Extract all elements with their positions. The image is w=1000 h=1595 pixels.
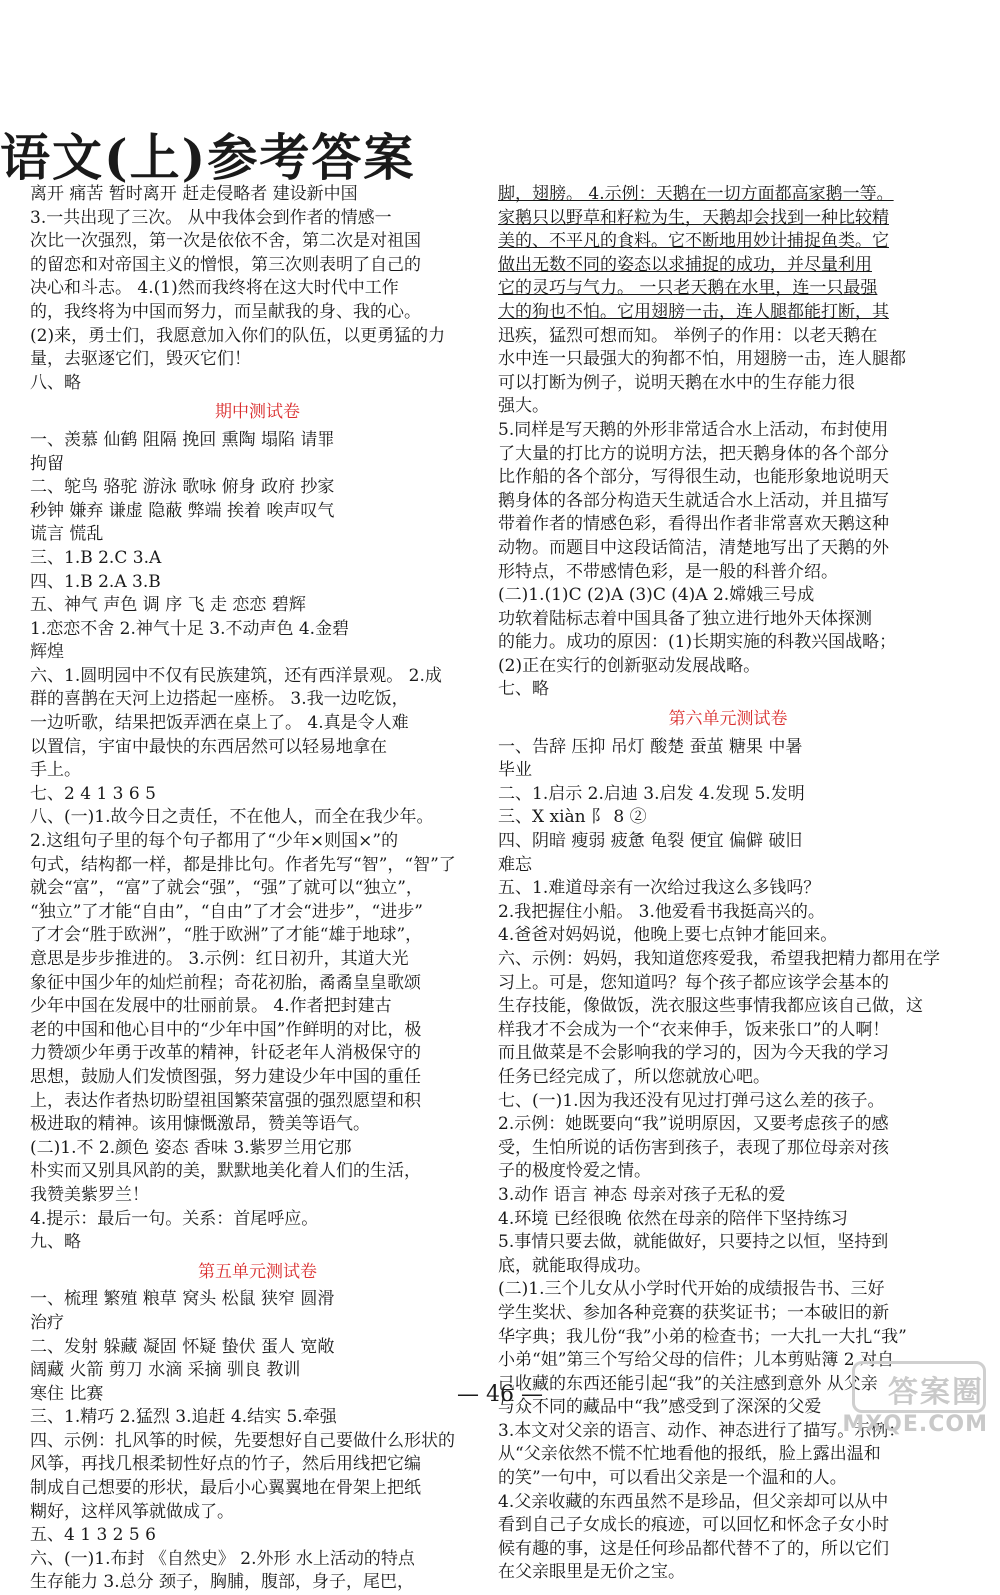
answer-line: 子的极度怜爱之情。 [498, 1161, 651, 1182]
answer-line: 意思是步步推进的。 3.示例：红日初升，其道大光 [30, 949, 409, 969]
answer-line: 生存技能，像做饭，洗衣服这些事情我都应该自己做，这 [498, 996, 923, 1017]
answer-line: 了大量的打比方的说明方法，把天鹅身体的各个部分 [498, 443, 889, 464]
answer-line: (二)1.三个儿女从小学时代开始的成绩报告书、三好 [498, 1279, 885, 1300]
section-heading: 第五单元测试卷 [198, 1261, 317, 1282]
answer-line: (2)正在实行的创新驱动发展战略。 [498, 655, 761, 676]
answer-line: 力赞颂少年勇于改革的精神，针砭老年人消极保守的 [30, 1043, 421, 1064]
answer-line: 鹅身体的各部分构造天生就适合水上活动，并且描写 [498, 490, 889, 511]
answer-line: 少年中国在发展中的壮丽前景。 4.作者把封建古 [30, 996, 392, 1017]
answer-line: 它的灵巧与气力。 一只老天鹅在水里，连一只最强 [498, 278, 878, 299]
answer-line: 2.我把握住小船。 3.他爱看书我挺高兴的。 [498, 901, 825, 922]
answer-line: 七、(一)1.因为我还没有见过打弹弓这么差的孩子。 [498, 1090, 885, 1111]
answer-line: 极进取的精神。该用慷慨激昂，赞美等语气。 [30, 1114, 370, 1135]
answer-line: 治疗 [30, 1312, 64, 1333]
answer-line: 二、1.启示 2.启迪 3.启发 4.发现 5.发明 [498, 783, 805, 804]
answer-line: 思想，鼓励人们发愤图强，努力建设少年中国的重任 [30, 1066, 421, 1087]
answer-line: 小弟“姐”第三个写给父母的信件；儿本剪贴簿 2.对自 [498, 1350, 895, 1371]
answer-line: 底，就能取得成功。 [498, 1255, 651, 1276]
answer-line: 4.环境 已经很晚 依然在母亲的陪伴下坚持练习 [498, 1208, 849, 1229]
answer-line: 朴实而又别具风韵的美，默默地美化着人们的生活， [30, 1161, 421, 1182]
answer-line: 九、略 [30, 1232, 81, 1253]
answer-line: 六、示例：妈妈，我知道您疼爱我，希望我把精力都用在学 [498, 949, 940, 969]
answer-line: 难忘 [498, 854, 532, 875]
answer-line: 在父亲眼里是无价之宝。 [498, 1562, 685, 1583]
answer-line: 上，表达作者热切盼望祖国繁荣富强的强烈愿望和积 [30, 1090, 421, 1111]
answer-line: 一边听歌，结果把饭弄洒在桌上了。 4.真是令人难 [30, 713, 409, 734]
answer-line: 拘留 [30, 453, 64, 474]
answer-line: 3.本文对父亲的语言、动作、神态进行了描写。示例： [498, 1420, 906, 1441]
answer-line: 比作船的各个部分，写得很生动，也能形象地说明天 [498, 467, 889, 488]
answer-line: 寒住 比赛 [30, 1383, 104, 1404]
answer-line: (二)1.不 2.颜色 姿态 香味 3.紫罗兰用它那 [30, 1137, 352, 1158]
answer-line: 4.提示：最后一句。关系：首尾呼应。 [30, 1208, 319, 1229]
answer-line: 的笑”一句中，可以看出父亲是一个温和的人。 [498, 1468, 847, 1489]
answer-line: 的能力。成功的原因：(1)长期实施的科教兴国战略； [498, 632, 897, 653]
answer-line: 受，生怕所说的话伤害到孩子，表现了那位母亲对孩 [498, 1137, 889, 1158]
answer-line: (二)1.(1)C (2)A (3)C (4)A 2.嫦娥三号成 [498, 585, 815, 606]
answer-line: 己收藏的东西还能引起“我”的关注感到意外 从父亲 [498, 1373, 878, 1394]
answer-line: 次比一次强烈，第一次是依依不舍，第二次是对祖国 [30, 231, 421, 252]
answer-line: 二、鸵鸟 骆驼 游泳 歌咏 俯身 政府 抄家 [30, 477, 335, 498]
answer-line: 制成自己想要的形状，最后小心翼翼地在骨架上把纸 [30, 1478, 421, 1499]
answer-line: (2)来，勇士们，我愿意加入你们的队伍，以更勇猛的力 [30, 325, 446, 346]
answer-line: 家鹅只以野草和籽粒为生，天鹅却会找到一种比较精 [498, 207, 889, 228]
answer-line: 五、1.难道母亲有一次给过我这么多钱吗？ [498, 878, 821, 899]
answer-line: 3.动作 语言 神态 母亲对孩子无私的爱 [498, 1184, 786, 1205]
answer-line: 了才会“胜于欧洲”，“胜于欧洲”了才能“雄于地球”， [30, 925, 423, 946]
answer-line: 四、1.B 2.A 3.B [30, 571, 161, 592]
answer-line: 七、2 4 1 3 6 5 [30, 783, 156, 804]
answer-line: 做出无数不同的姿态以求捕捉的成功，并尽量利用 [498, 254, 872, 275]
answer-line: 量，去驱逐它们，毁灭它们！ [30, 349, 251, 370]
answer-line: 3.一共出现了三次。 从中我体会到作者的情感一 [30, 207, 392, 228]
answer-line: 功软着陆标志着中国具备了独立进行地外天体探测 [498, 608, 872, 629]
answer-line: 毕业 [498, 760, 532, 781]
answer-line: 学生奖状、参加各种竞赛的获奖证书；一本破旧的新 [498, 1302, 889, 1323]
answer-line: 风筝，再找几根柔韧性好点的竹子，然后用线把它编 [30, 1454, 421, 1475]
answer-line: 大的狗也不怕。它用翅膀一击，连人腿都能打断，其 [498, 301, 889, 322]
answer-line: 候有趣的事，这是任何珍品都代替不了的，所以它们 [498, 1538, 889, 1559]
watermark-logo-text: 答案圈 [888, 1375, 984, 1410]
answer-line: 群的喜鹊在天河上边搭起一座桥。 3.我一边吃饭， [30, 689, 409, 710]
answer-line: 一、告辞 压抑 吊灯 酸楚 蚕茧 糖果 中暑 [498, 736, 803, 757]
answer-line: 样我才不会成为一个“衣来伸手，饭来张口”的人啊！ [498, 1019, 890, 1040]
watermark-url: MXQE.COM [842, 1412, 988, 1437]
answer-line: 4.爸爸对妈妈说，他晚上要七点钟才能回来。 [498, 925, 838, 946]
answer-line: 可以打断为例子，说明天鹅在水中的生存能力很 [498, 372, 855, 393]
answer-line: 5.同样是写天鹅的外形非常适合水上活动，布封使用 [498, 419, 889, 440]
answer-line: 一、羡慕 仙鹤 阻隔 挽回 熏陶 塌陷 请罪 [30, 429, 335, 450]
answer-line: 句式，结构都一样，都是排比句。作者先写“智”，“智”了 [30, 854, 456, 875]
section-heading: 第六单元测试卷 [668, 709, 788, 730]
answer-line: 六、(一)1.布封 《自然史》 2.外形 水上活动的特点 [30, 1548, 415, 1569]
answer-line: 手上。 [30, 760, 81, 781]
answer-line: 华字典；我儿份“我”小弟的检查书；一大扎一大扎“我” [498, 1326, 907, 1347]
answer-line: 生存能力 3.总分 颈子，胸脯，腹部，身子，尾巴， [30, 1572, 415, 1593]
page-title: 语文(上)参考答案 [0, 128, 416, 187]
answer-line: 2.示例：她既要向“我”说明原因，又要考虑孩子的感 [498, 1114, 889, 1135]
answer-line: 秒钟 嫌弃 谦虚 隐蔽 弊端 挨着 唉声叹气 [30, 500, 335, 521]
answer-line: 强大。 [498, 396, 549, 417]
answer-line: 而且做菜是不会影响我的学习的，因为今天我的学习 [498, 1043, 889, 1064]
answer-line: 形特点，不带感情色彩，是一般的科普介绍。 [498, 561, 838, 582]
answer-line: 五、神气 声色 调 序 飞 走 恋恋 碧辉 [30, 595, 306, 616]
answer-line: 1.恋恋不舍 2.神气十足 3.不动声色 4.金碧 [30, 618, 350, 639]
answer-line: 糊好，这样风筝就做成了。 [30, 1501, 234, 1522]
answer-line: 辉煌 [30, 642, 64, 663]
page-number: — 46 — [457, 1382, 543, 1407]
answer-line: 八、(一)1.故今日之责任，不在他人，而全在我少年。 [30, 807, 434, 828]
answer-line: 象征中国少年的灿烂前程；奇花初胎，矞矞皇皇歌颂 [30, 972, 421, 993]
answer-line: 的留恋和对帝国主义的憎恨，第三次则表明了自己的 [30, 254, 421, 275]
answer-line: 以置信，宇宙中最快的东西居然可以轻易地拿在 [30, 736, 387, 757]
section-heading: 期中测试卷 [215, 402, 300, 423]
answer-line: 动物。而题目中这段话简洁，清楚地写出了天鹅的外 [498, 537, 889, 558]
answer-line: 六、1.圆明园中不仅有民族建筑，还有西洋景观。 2.成 [30, 665, 442, 686]
answer-line: 带着作者的情感色彩，看得出作者非常喜欢天鹅这种 [498, 514, 889, 535]
answer-line: 4.父亲收藏的东西虽然不是珍品，但父亲却可以从中 [498, 1491, 889, 1512]
answer-line: 一、梳理 繁殖 粮草 窝头 松鼠 狭窄 圆滑 [30, 1289, 335, 1310]
answer-line: 阔藏 火箭 剪刀 水滴 采摘 驯良 教训 [30, 1360, 301, 1381]
answer-line: 任务已经完成了，所以您就放心吧。 [498, 1066, 770, 1087]
answer-line: 谎言 慌乱 [30, 524, 104, 545]
answer-line: 离开 痛苦 暂时离开 赶走侵略者 建设新中国 [30, 184, 358, 204]
answer-line: 习上。可是，您知道吗？每个孩子都应该学会基本的 [498, 972, 889, 993]
answer-line: 美的、不平凡的食料。它不断地用妙计捕捉鱼类。它 [498, 231, 889, 252]
answer-line: 老的中国和他心目中的“少年中国”作鲜明的对比，极 [30, 1019, 422, 1040]
answer-line: 与众不同的藏品中“我”感受到了深深的父爱 [498, 1397, 822, 1418]
answer-line: 四、阴暗 瘦弱 疲惫 龟裂 便宜 偏僻 破旧 [498, 831, 803, 852]
watermark-logo [842, 1361, 992, 1441]
answer-line: 三、1.B 2.C 3.A [30, 547, 162, 568]
answer-line: 就会“富”，“富”了就会“强”，“强”了就可以“独立”， [30, 878, 423, 899]
answer-line: 三、X xiàn 阝 8 ② [498, 807, 647, 828]
answer-line: 三、1.精巧 2.猛烈 3.追赶 4.结实 5.牵强 [30, 1407, 337, 1428]
answer-line: 迅疾，猛烈可想而知。 举例子的作用：以老天鹅在 [498, 325, 878, 346]
answer-line: 5.事情只要去做，就能做好，只要持之以恒，坚持到 [498, 1232, 889, 1253]
answer-line: “独立”了才能“自由”，“自由”了才会“进步”，“进步” [30, 901, 423, 922]
answer-line: 八、略 [30, 372, 81, 393]
answer-line: 从“父亲依然不慌不忙地看他的报纸，脸上露出温和 [498, 1444, 881, 1465]
answer-line: 二、发射 躲藏 凝固 怀疑 蛰伏 蛋人 宽敞 [30, 1336, 335, 1357]
answer-line: 决心和斗志。 4.(1)然而我终将在这大时代中工作 [30, 278, 399, 299]
answer-line: 脚，翅膀。 4.示例：天鹅在一切方面都高家鹅一等。 [498, 184, 894, 204]
answer-line: 看到自己子女成长的痕迹，可以回忆和怀念子女小时 [498, 1515, 889, 1536]
answer-line: 水中连一只最强大的狗都不怕，用翅膀一击，连人腿都 [498, 349, 906, 370]
answer-line: 五、4 1 3 2 5 6 [30, 1525, 156, 1546]
answer-line: 我赞美紫罗兰！ [30, 1184, 149, 1205]
answer-line: 2.这组句子里的每个句子都用了“少年×则国×”的 [30, 831, 399, 852]
answer-line: 四、示例：扎风筝的时候，先要想好自己要做什么形状的 [30, 1430, 455, 1451]
answer-line: 七、略 [498, 679, 549, 700]
answer-line: 的，我终将为中国而努力，而呈献我的身、我的心。 [30, 301, 421, 322]
